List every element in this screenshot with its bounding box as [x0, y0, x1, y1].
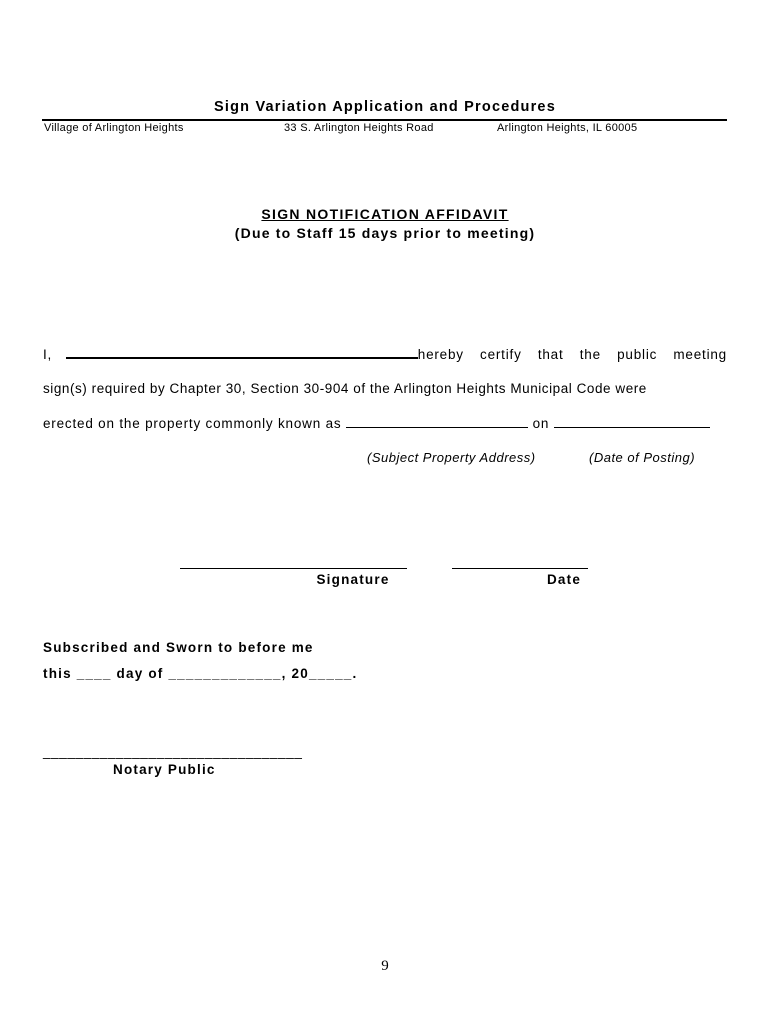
text-i: I, — [43, 347, 53, 362]
date-line[interactable] — [452, 568, 588, 569]
word-the: the — [579, 347, 601, 362]
caption-subject-property-address: (Subject Property Address) — [367, 450, 536, 465]
property-line — [43, 416, 727, 431]
word-meeting: meeting — [673, 347, 727, 362]
property-address-blank-field[interactable] — [346, 416, 528, 428]
affidavit-title: SIGN NOTIFICATION AFFIDAVIT — [261, 206, 509, 222]
notary-signature-blank[interactable]: ________________________________ — [43, 744, 303, 759]
notary-public-label: Notary Public — [113, 762, 216, 777]
subscribed-sworn-text: Subscribed and Sworn to before me — [43, 640, 314, 655]
posting-date-blank-field[interactable] — [554, 416, 710, 428]
affidavit-subtitle: (Due to Staff 15 days prior to meeting) — [234, 225, 536, 241]
date-label: Date — [546, 572, 582, 587]
property-line-text: erected on the property commonly known as — [43, 416, 342, 431]
word-hereby: hereby — [417, 347, 464, 362]
caption-date-of-posting: (Date of Posting) — [589, 450, 696, 465]
header-village: Village of Arlington Heights — [44, 122, 184, 134]
page-number: 9 — [381, 958, 389, 974]
notary-date-line: this ____ day of _____________, 20_____. — [43, 666, 358, 681]
word-certify: certify — [480, 347, 522, 362]
document-header-title: Sign Variation Application and Procedures — [214, 99, 556, 115]
code-reference-line: sign(s) required by Chapter 30, Section 30-904 of the Arlington Heights Municipal Code were — [43, 381, 647, 396]
header-city: Arlington Heights, IL 60005 — [497, 122, 638, 134]
header-address: 33 S. Arlington Heights Road — [284, 122, 434, 134]
certify-line-start — [43, 346, 464, 362]
header-divider — [42, 119, 727, 121]
signature-line[interactable] — [180, 568, 407, 569]
signature-label: Signature — [316, 572, 390, 587]
name-blank-field[interactable] — [66, 346, 418, 359]
text-on: on — [532, 416, 550, 431]
word-public: public — [617, 347, 658, 362]
certify-line — [43, 346, 727, 362]
word-that: that — [537, 347, 564, 362]
